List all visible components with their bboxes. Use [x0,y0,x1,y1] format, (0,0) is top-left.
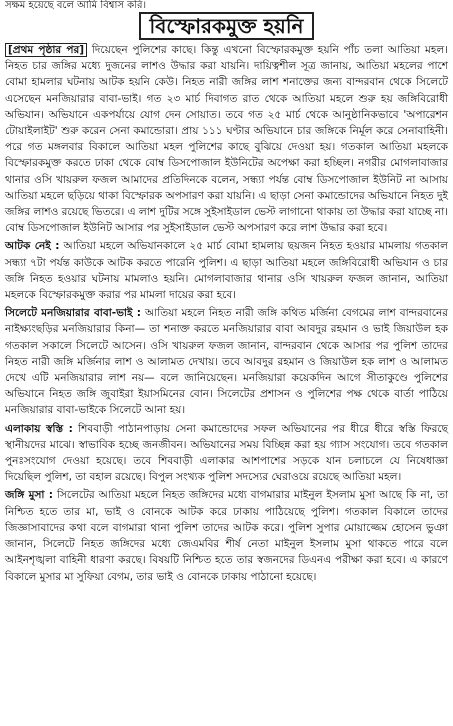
paragraph-text: সিলেটের আতিয়া মহলে নিহত জঙ্গিদের মধ্যে বাগমারার মাইনুল ইসলাম মুসা আছে কি না, তা নিশ্চিত হতে তার মা, ভাই ও বোনকে আটক করে ঢাকায় পাঠিয়েছে পুলিশ। গতকাল বিকালে তাদের জিজ্ঞাসাবাদের কথা বলে বাগমারা থানা পুলিশ তাদের আটক করে। পুলিশ সুপার মোয়াজ্জেম হোসেন ভুঞা জানান, সিলেটে নিহত জঙ্গিদের মধ্যে জেএমবির শীর্ষ নেতা মাইনুল ইসলাম মুসা থাকতে পারে বলে আইনশৃঙ্খলা বাহিনী ধারণা করছে। বিষয়টি নিশ্চিত হতে তার স্বজনদের ডিএনএ পরীক্ষা করা হবে। এ কারণে বিকালে মুসার মা সুফিয়া বেগম, তার ভাই ও বোনকে ঢাকায় পাঠানো হয়েছে। [5,489,448,583]
headline-container [5,12,448,40]
paragraph-continuation [5,42,448,236]
paragraph-text: শিববাড়ী পাঠানপাড়ায় সেনা কমান্ডোদের সফল অভিযানের পর ধীরে ধীরে স্বস্তি ফিরছে স্থানীয়দের মাঝে। স্বাভাবিক হচ্ছে জনজীবন। অভিযানের সময় বিচ্ছিন্ন করা হয় গ্যাস সংযোগ। তবে গতকাল পুনঃসংযোগ দেওয়া হয়েছে। তবে শিববাড়ী এলাকার আশপাশের সড়কে যান চলাচলে যে নিষেধাজ্ঞা দিয়েছিল পুলিশ, তা বহাল রয়েছে। বিপুল সংখ্যক পুলিশ সদস্যের ঘেরাওয়ে রয়েছে আতিয়া মহল। [5,422,448,484]
paragraph-lead: জঙ্গি মুসা : [5,489,53,502]
paragraph-text: আতিয়া মহলে নিহত নারী জঙ্গি কথিত মর্জিনা বেগমের লাশ বান্দরবানের নাইক্ষ্যংছড়ির মনজিয়ারার কিনা— তা শনাক্ত করতে মনজিয়ারার বাবা আবদুর রহমান ও ভাই জিয়াউল হক গতকাল সকালে সিলেটে আসেন। ওসি খায়রুল ফজল জানান, বান্দরবান থেকে আসার পর পুলিশ তাদের নিহত নারী জঙ্গি মর্জিনার লাশ ও আলামত দেখায়। তবে আবদুর রহমান ও জিয়াউল হক লাশ ও আলামত দেখে এটি মনজিয়ারার লাশ নয়— বলে জানিয়েছেন। মনজিয়ারা কয়েকদিন আগে সীতাকুণ্ডে পুলিশের অভিযানে নিহত জঙ্গি জুবাইরা ইয়াসমিনের বোন। সিলেটের প্রশাসন ও পুলিশের পক্ষ থেকে বার্তা পাঠিয়ে মনজিয়ারার বাবা-ভাইকে সিলেটে আনা হয়। [5,307,448,417]
paragraph-lead: আটক নেই : [5,240,60,253]
paragraph-lead: সিলেটে মনজিয়ারার বাবা-ভাই : [5,307,141,320]
paragraph-militant-musa [5,487,448,584]
previous-article-end: সক্ষম হয়েছে বলে আমি বিশ্বাস করি। [5,0,147,11]
paragraph-text: দিয়েছেন পুলিশের কাছে। কিন্তু এখনো বিস্ফোরকমুক্ত হয়নি পাঁচ তলা আতিয়া মহল। নিহত চার জঙ্গির মধ্যে দুজনের লাশও উদ্ধার করা যায়নি। দায়িত্বশীল সূত্র জানায়, আতিয়া মহলের পাশে বোমা হামলার ঘটনায় আটক হয়নি কেউ। নিহত নারী জঙ্গির লাশ শনাক্তের জন্য বান্দরবান থেকে সিলেটে এসেছেন মনজিয়ারার বাবা-ভাই। গত ২৩ মার্চ দিবাগত রাত থেকে আতিয়া মহলে শুরু হয় জঙ্গিবিরোধী অভিযান। অভিযানে একপর্যায়ে যোগ দেন সোয়াত। তবে গত ২৫ মার্চ থেকে আনুষ্ঠানিকভাবে 'অপারেশন টোয়াইলাইট' শুরু করেন সেনা কমান্ডোরা। প্রায় ১১১ ঘণ্টার অভিযানে চার জঙ্গিকে নির্মূল করে সেনাবাহিনী। পরে গত মঙ্গলবার বিকালে আতিয়া মহল পুলিশের কাছে বুঝিয়ে দেওয়া হয়। গতকাল আতিয়া মহলকে বিস্ফোরকমুক্ত করতে ঢাকা থেকে বোম্ব ডিসপোজাল ইউনিটের অপেক্ষা করা হচ্ছিল। নগরীর মোগলাবাজার থানার ওসি খায়রুল ফজল আমাদের প্রতিদিনকে বলেন, সন্ধ্যা পর্যন্ত বোম্ব ডিসপোজাল ইউনিট না আসায় আতিয়া মহলে ছড়িয়ে থাকা বিস্ফোরক অপসারণ করা যায়নি। এ ছাড়া সেনা কমান্ডোদের অভিযানে নিহত দুই জঙ্গির লাশও রয়েছে ভিতরে। এ লাশ দুটির সঙ্গে সুইসাইডাল ভেস্ট লাগানো থাকায় তা উদ্ধার করা যাচ্ছে না। বোম্ব ডিসপোজাল ইউনিট আসার পর সুইসাইডাল ভেস্ট অপসারণ করে লাশ উদ্ধার করা হবে। [5,44,448,235]
paragraph-lead: এলাকায় স্বস্তি : [5,422,73,435]
headline: বিস্ফোরকমুক্ত হয়নি [139,12,313,40]
paragraph-text: আতিয়া মহলে অভিযানকালে ২৫ মার্চ বোমা হামলায় ছয়জন নিহত হওয়ার মামলায় গতকাল সন্ধ্যা ৭টা পর্যন্ত কাউকে আটক করতে পারেনি পুলিশ। এ ছাড়া আতিয়া মহলে জঙ্গিবিরোধী অভিযান ও চার জঙ্গি নিহত হওয়ার ঘটনায় মামলাও হয়নি। মোগলাবাজার থানার ওসি খায়রুল ফজল জানান, আতিয়া মহলকে বিস্ফোরকমুক্ত করার পর মামলা দায়ের করা হবে। [5,240,448,302]
continued-from-front-page-label: [প্রথম পৃষ্ঠার পর] [5,43,87,57]
paragraph-family-in-sylhet [5,305,448,418]
paragraph-area-relief [5,421,448,486]
paragraph-no-arrest [5,238,448,303]
